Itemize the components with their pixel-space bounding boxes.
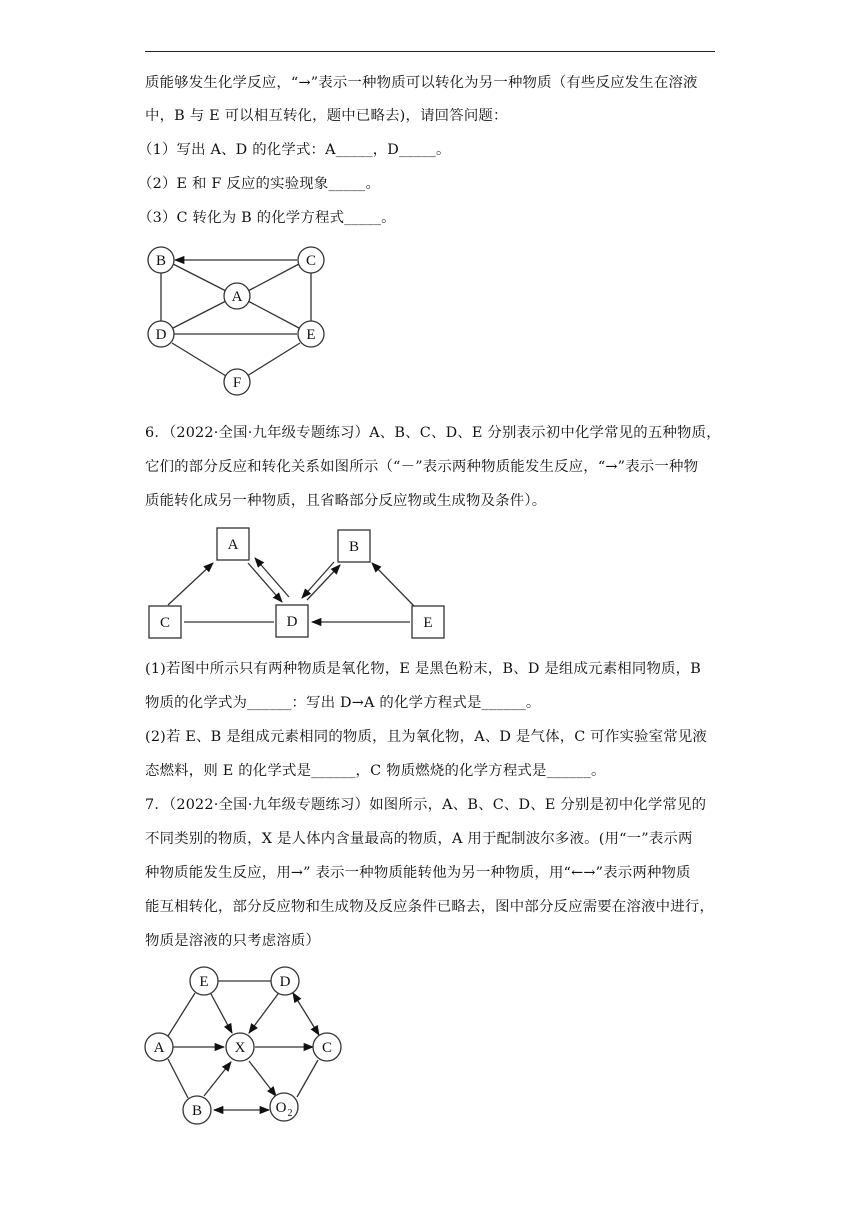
q5-label-c: C — [305, 253, 317, 269]
q6-part-2-line-2: 态燃料，则 E 的化学式是______，C 物质燃烧的化学方程式是______。 — [145, 763, 606, 779]
q6-part-1-line-1: (1)若图中所示只有两种物质是氧化物，E 是黑色粉末，B、D 是组成元素相同物质，B — [145, 661, 702, 677]
q6-label-b: B — [348, 539, 360, 555]
q7-label-d: D — [279, 974, 291, 990]
q6-stem-line-3: 质能转化成另一种物质，且省略部分反应物或生成物及条件）。 — [145, 493, 547, 509]
q5-intro-line-1: 质能够发生化学反应，“→”表示一种物质可以转化为另一种物质（有些反应发生在溶液 — [145, 75, 698, 91]
q6-label-c: C — [159, 615, 171, 631]
q5-label-b: B — [155, 253, 167, 269]
q5-subquestion-1: （1）写出 A、D 的化学式：A_____，D_____。 — [138, 142, 451, 158]
q7-stem-line-2: 不同类别的物质，X 是人体内含量最高的物质，A 用于配制波尔多液。(用“一”表示两 — [145, 831, 693, 847]
q7-stem-line-1: 7．（2022·全国·九年级专题练习）如图所示，A、B、C、D、E 分别是初中化学常见的 — [145, 797, 707, 813]
q6-part-2-line-1: (2)若 E、B 是组成元素相同的物质，且为氧化物，A、D 是气体，C 可作实验室常见液 — [145, 729, 708, 745]
q5-label-a: A — [231, 289, 243, 305]
q6-label-e: E — [423, 615, 433, 631]
q5-label-f: F — [232, 375, 242, 391]
q7-edge-d-c-mutual — [293, 993, 319, 1035]
q5-subquestion-3: （3）C 转化为 B 的化学方程式_____。 — [138, 210, 396, 226]
q7-label-a: A — [153, 1040, 165, 1056]
q7-edge-o2-c — [297, 1060, 318, 1097]
q7-stem-line-5: 物质是溶液的只考虑溶质） — [145, 933, 321, 949]
q7-edge-a-b — [168, 1059, 188, 1098]
q7-stem-line-4: 能互相转化，部分反应物和生成物及反应条件已略去，图中部分反应需要在溶液中进行， — [145, 899, 715, 915]
q7-stem-line-3: 种物质能发生反应，用→” 表示一种物质能转他为另一种物质，用“←→”表示两种物质 — [145, 865, 691, 881]
q5-intro-line-2: 中，B 与 E 可以相互转化，题中已略去)，请回答问题： — [145, 108, 508, 124]
q7-edge-x-to-o2 — [249, 1061, 276, 1096]
q5-label-e: E — [306, 327, 316, 343]
q6-stem-line-1: 6．（2022·全国·九年级专题练习）A、B、C、D、E 分别表示初中化学常见的五种物质， — [145, 425, 721, 441]
q7-label-x: X — [234, 1040, 246, 1056]
q6-label-a: A — [227, 537, 239, 553]
q7-label-c: C — [321, 1040, 333, 1056]
q7-label-o2: O — [275, 1100, 287, 1116]
q6-label-d: D — [286, 614, 298, 630]
q5-subquestion-2: （2）E 和 F 反应的实验现象_____。 — [138, 176, 381, 192]
q7-edge-b-to-x — [204, 1062, 231, 1096]
q7-edge-e-a — [168, 993, 195, 1036]
q6-part-1-line-2: 物质的化学式为______：写出 D→A 的化学方程式是______。 — [145, 695, 541, 711]
q6-stem-line-2: 它们的部分反应和转化关系如图所示（“－”表示两种物质能发生反应，“→”表示一种物 — [145, 459, 699, 475]
q7-label-o2-subscript: 2 — [287, 1108, 293, 1119]
q7-label-b: B — [191, 1103, 203, 1119]
q7-edge-e-to-x — [211, 994, 232, 1033]
q5-label-d: D — [155, 327, 167, 343]
q7-edge-d-to-x — [249, 994, 278, 1033]
q7-label-e: E — [199, 974, 209, 990]
